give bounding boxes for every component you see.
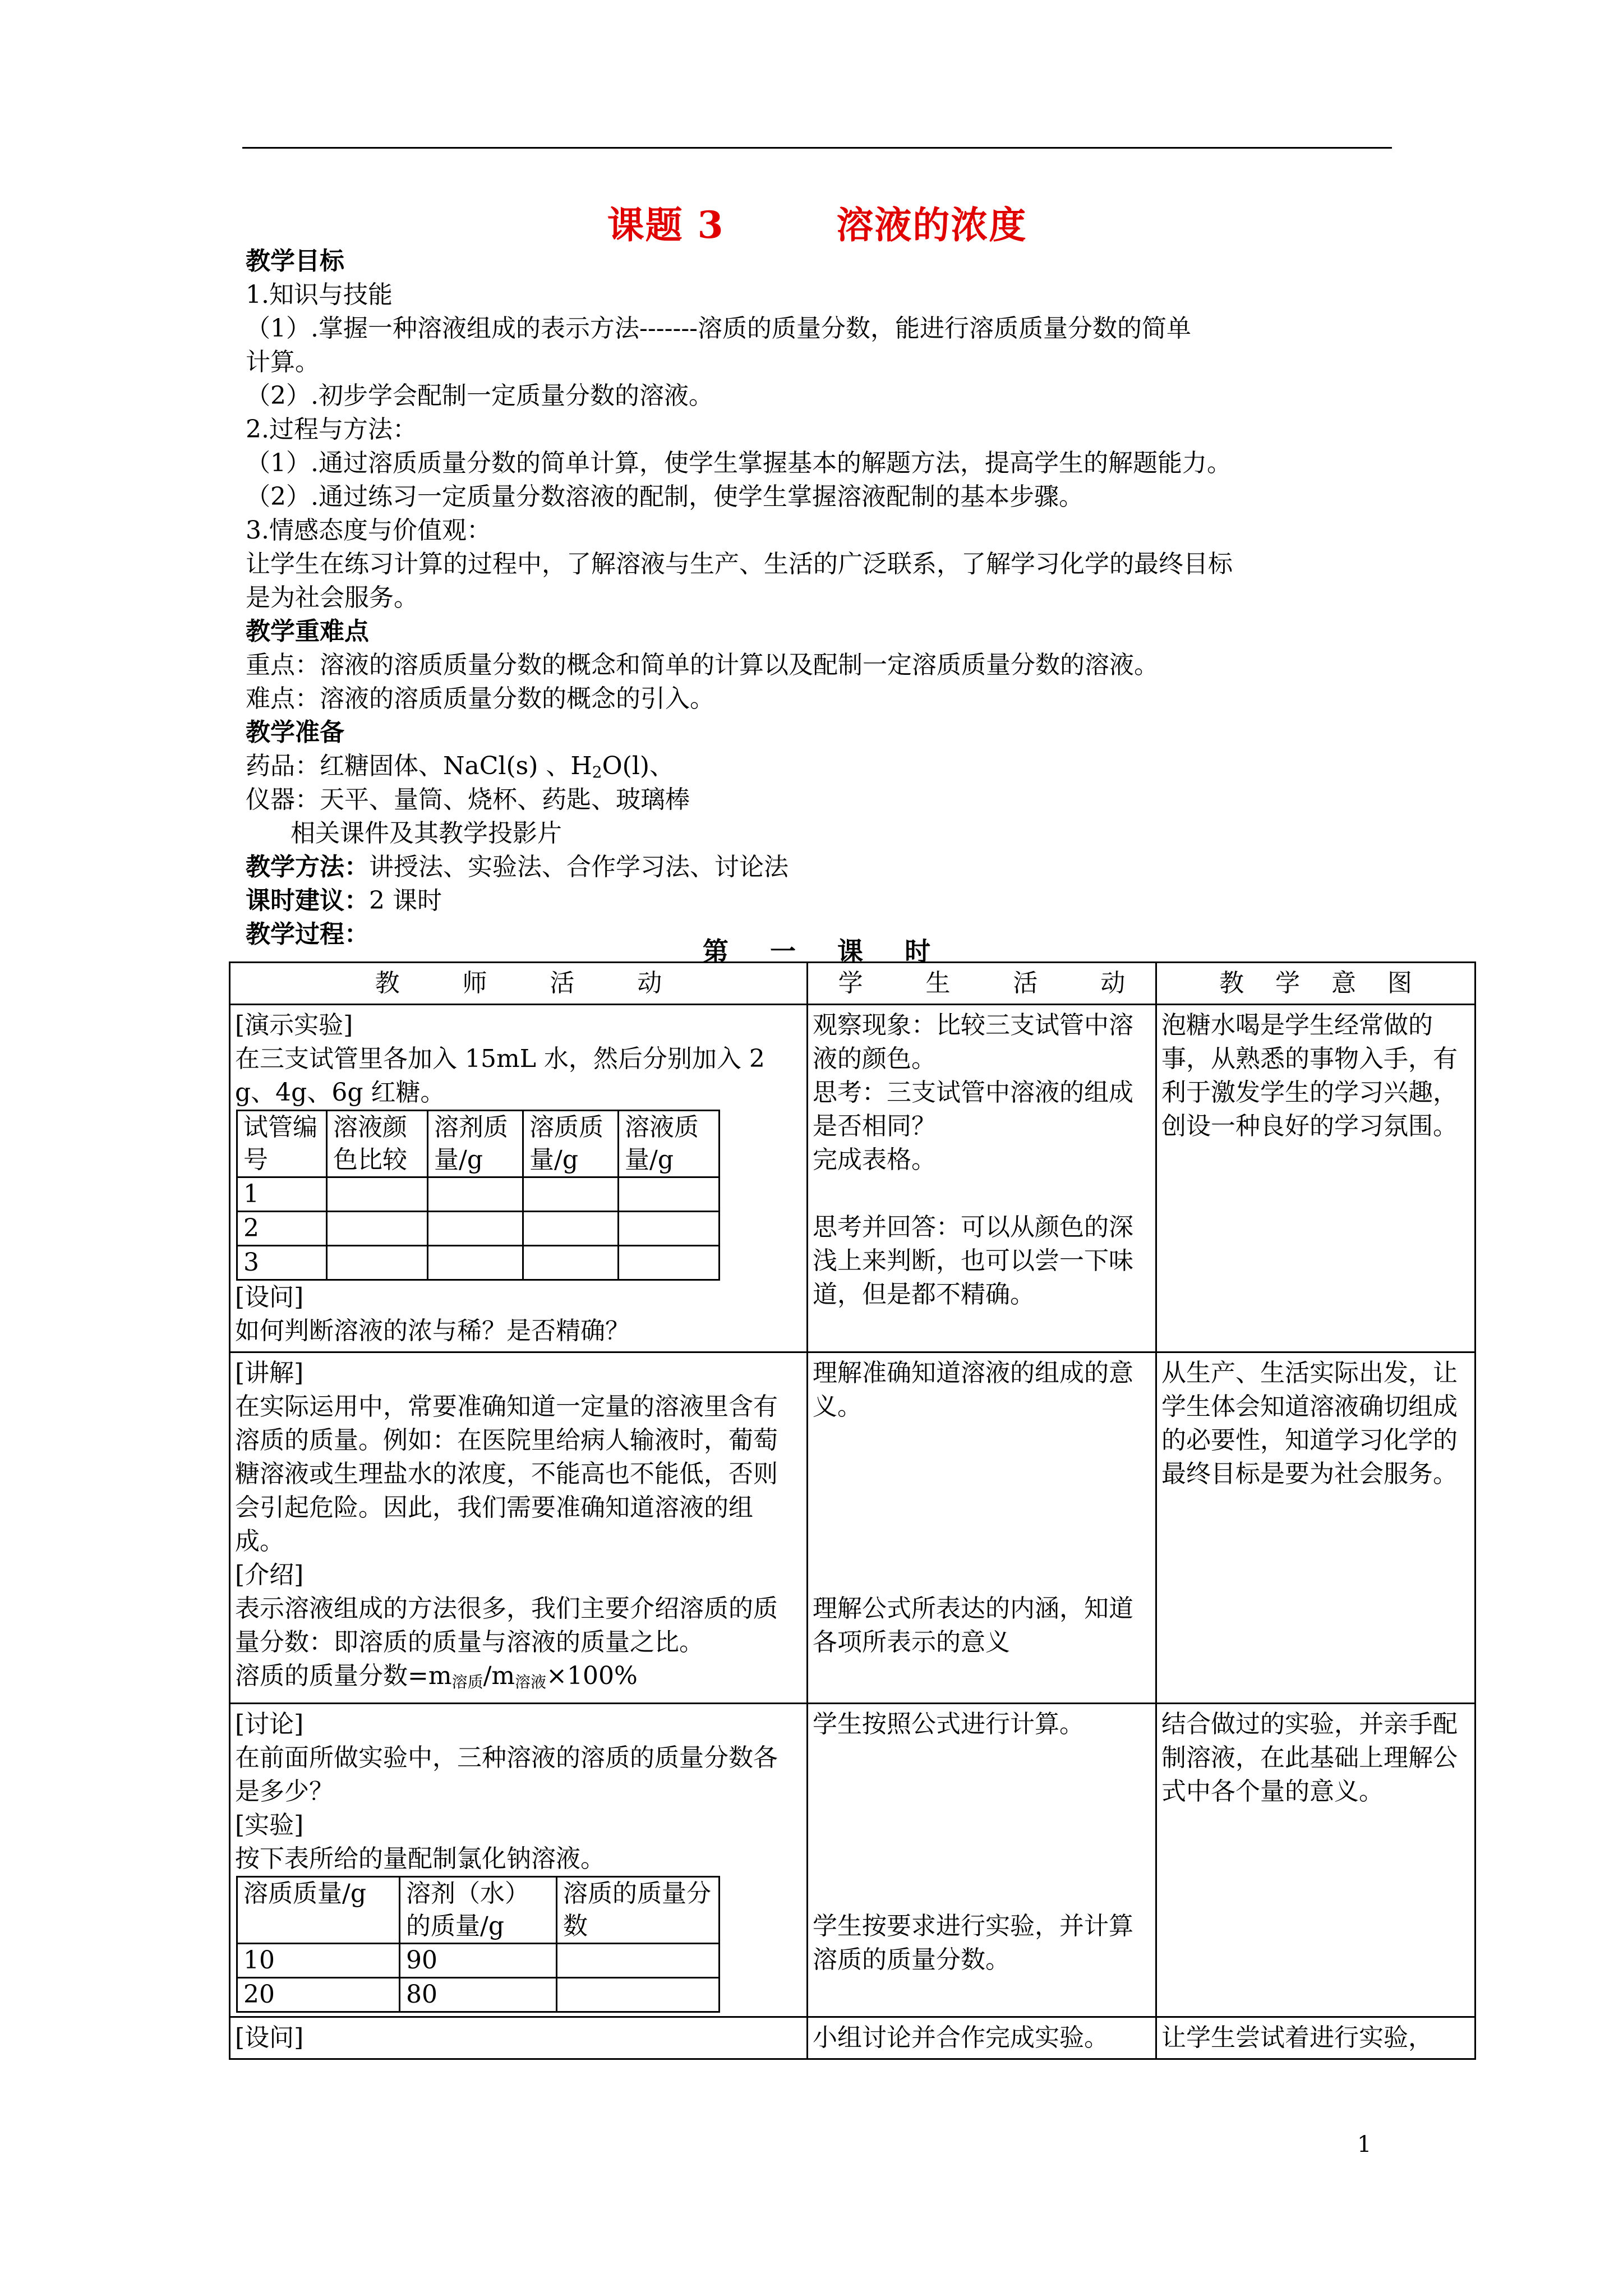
method-label: 教学方法： [246,853,369,881]
spacer [813,1842,1151,1876]
student-text: 观察现象：比较三支试管中溶液的颜色。 [813,1011,1133,1073]
sugar-cell: 2 [237,1212,327,1246]
process-heading: 教学过程： [246,920,369,949]
teacher-text: 在三支试管里各加入 15mL 水，然后分别加入 2g、4g、6g 红糖。 [235,1045,765,1107]
teacher-text: [演示实验] [235,1011,353,1039]
student-text: 完成表格。 [813,1145,936,1174]
teacher-text: 如何判断溶液的浓与稀？是否精确？ [235,1317,630,1345]
header-intent: 教 学 意 图 [1156,963,1476,1005]
spacer [813,1457,1151,1491]
table-row [230,1005,1476,1352]
student-cell [808,1704,1156,2017]
sugar-table-row [237,1177,720,1212]
nacl-cell: 80 [400,1978,557,2012]
intent-cell [1156,1352,1476,1704]
spacer [813,1491,1151,1525]
sugar-header-cell: 溶液质量/g [619,1111,720,1177]
intent-cell [1156,2017,1476,2059]
nacl-cell: 10 [237,1944,400,1978]
difficult-point: 难点：溶液的溶质质量分数的概念的引入。 [246,684,714,713]
intent-text: 从生产、生活实际出发，让学生体会知道溶液确切组成的必要性，知道学习化学的最终目标是要为社会服务。 [1161,1359,1458,1488]
nacl-header-cell: 溶质的质量分数 [557,1877,720,1944]
teacher-text: [讲解] [235,1359,304,1387]
table-row [230,2017,1476,2059]
goal-process-2: （2）.通过练习一定质量分数溶液的配制，使学生掌握溶液配制的基本步骤。 [246,482,1083,511]
spacer [813,1424,1151,1457]
intent-text: 结合做过的实验，并亲手配制溶液，在此基础上理解公式中各个量的意义。 [1161,1710,1458,1806]
spacer [813,1525,1151,1558]
key-point: 重点：溶液的溶质质量分数的概念和简单的计算以及配制一定溶质质量分数的溶液。 [246,651,1159,679]
student-cell [808,1352,1156,1704]
teacher-text: 表示溶液组成的方法很多，我们主要介绍溶质的质量分数：即溶质的质量与溶液的质量之比。 [235,1594,778,1657]
sugar-cell [523,1177,619,1212]
header-teacher: 教 师 活 动 [230,963,808,1005]
spacer [813,1775,1151,1809]
sugar-cell [327,1177,428,1212]
lesson-table [229,961,1476,2060]
teacher-text: [设问] [235,2023,304,2052]
teacher-text: 按下表所给的量配制氯化钠溶液。 [235,1844,605,1873]
goal-attitude: 3.情感态度与价值观： [246,516,491,545]
page-title: 课题 3 溶液的浓度 [607,203,1027,247]
student-cell [808,1005,1156,1352]
tools-line: 仪器：天平、量筒、烧杯、药匙、玻璃棒 [246,785,690,814]
intent-cell [1156,1704,1476,2017]
goal-attitude-1b: 是为社会服务。 [246,583,418,612]
table-row [230,1704,1476,2017]
goal-knowledge: 1.知识与技能 [246,280,393,309]
period-title: 第 一 课 时 [702,936,932,967]
courseware-line: 相关课件及其教学投影片 [291,819,562,848]
sugar-cell [327,1212,428,1246]
sugar-cell [327,1246,428,1280]
sugar-header-cell: 溶剂质量/g [428,1111,523,1177]
spacer [813,1558,1151,1592]
header-rule [242,147,1392,149]
preparation-heading: 教学准备 [246,718,344,747]
nacl-cell [557,1944,720,1978]
student-cell [808,2017,1156,2059]
nacl-header-cell: 溶质质量/g [237,1877,400,1944]
nacl-cell: 90 [400,1944,557,1978]
sugar-cell: 1 [237,1177,327,1212]
teacher-text: 在实际运用中，常要准确知道一定量的溶液里含有溶质的质量。例如：在医院里给病人输液时，葡萄糖溶液或生理盐水的浓度，不能高也不能低，否则会引起危险。因此，我们需要准确知道溶液的组成。 [235,1392,778,1556]
formula [235,1659,802,1699]
method-text: 讲授法、实验法、合作学习法、讨论法 [369,853,789,881]
drugs-subscript: 2 [592,763,602,781]
sugar-cell [619,1177,720,1212]
hours-label: 课时建议： [246,886,369,915]
goal-knowledge-2: （2）.初步学会配制一定质量分数的溶液。 [246,381,713,410]
goal-knowledge-1b: 计算。 [246,348,320,376]
teacher-cell [230,1704,808,2017]
student-text: 学生按要求进行实验，并计算溶质的质量分数。 [813,1912,1133,1974]
sugar-table-header [237,1111,720,1177]
goal-process-1: （1）.通过溶质质量分数的简单计算，使学生掌握基本的解题方法，提高学生的解题能力。 [246,449,1232,477]
formula-subscript: 溶液 [515,1673,547,1691]
drugs-text-end: O(l)、 [602,752,675,780]
student-text: 理解准确知道溶液的组成的意义。 [813,1359,1133,1421]
student-text: 小组讨论并合作完成实验。 [813,2023,1109,2052]
drugs-text: 药品：红糖固体、NaCl(s) 、H [246,752,592,780]
goal-knowledge-1a: （1）.掌握一种溶液组成的表示方法-------溶质的质量分数，能进行溶质质量分数的简单 [246,314,1192,343]
spacer [813,1876,1151,1910]
nacl-cell [557,1978,720,2012]
teacher-cell [230,1352,808,1704]
teacher-text: [设问] [235,1283,304,1312]
sugar-cell [523,1246,619,1280]
table-header-row [230,963,1476,1005]
sugar-cell [428,1246,523,1280]
sugar-cell [619,1212,720,1246]
table-row [230,1352,1476,1704]
sugar-cell: 3 [237,1246,327,1280]
intro-section [246,245,1423,951]
sugar-table-row [237,1246,720,1280]
difficulty-heading: 教学重难点 [246,617,369,646]
goal-attitude-1a: 让学生在练习计算的过程中，了解溶液与生产、生活的广泛联系，了解学习化学的最终目标 [246,550,1233,578]
nacl-cell: 20 [237,1978,400,2012]
student-text: 学生按照公式进行计算。 [813,1710,1084,1738]
sugar-cell [428,1177,523,1212]
method-line [246,850,1423,884]
nacl-table [236,1876,720,2013]
intent-text: 泡糖水喝是学生经常做的事，从熟悉的事物入手，有利于激发学生的学习兴趣，创设一种良好的学习氛围。 [1161,1011,1458,1140]
sugar-header-cell: 试管编号 [237,1111,327,1177]
spacer [813,1741,1151,1775]
sugar-cell [428,1212,523,1246]
nacl-header-cell: 溶剂（水）的质量/g [400,1877,557,1944]
spacer [813,1177,1151,1211]
teacher-cell [230,2017,808,2059]
teacher-cell [230,1005,808,1352]
sugar-header-cell: 溶液颜色比较 [327,1111,428,1177]
teacher-text: [介绍] [235,1561,304,1589]
formula-part: /m [483,1662,515,1690]
sugar-cell [523,1212,619,1246]
sugar-table [236,1110,720,1281]
teacher-text: [讨论] [235,1710,304,1738]
formula-part: 溶质的质量分数=m [235,1662,452,1690]
goal-process: 2.过程与方法： [246,415,417,444]
hours-line [246,884,1423,918]
drugs-line [246,749,1423,783]
sugar-table-row [237,1212,720,1246]
teacher-text: 在前面所做实验中，三种溶液的溶质的质量分数各是多少？ [235,1743,778,1806]
goal-heading: 教学目标 [246,247,344,275]
hours-text: 2 课时 [369,886,442,915]
nacl-table-row [237,1944,720,1978]
formula-part: ×100% [546,1662,638,1690]
formula-subscript: 溶质 [451,1673,483,1691]
intent-cell [1156,1005,1476,1352]
header-student: 学 生 活 动 [808,963,1156,1005]
intent-text: 让学生尝试着进行实验， [1161,2023,1433,2052]
sugar-cell [619,1246,720,1280]
spacer [813,1809,1151,1842]
student-text: 思考并回答：可以从颜色的深浅上来判断，也可以尝一下味道，但是都不精确。 [813,1213,1133,1309]
page-number: 1 [1357,2132,1372,2157]
student-text: 理解公式所表达的内涵，知道各项所表示的意义 [813,1594,1133,1657]
teacher-text: [实验] [235,1811,304,1839]
sugar-header-cell: 溶质质量/g [523,1111,619,1177]
nacl-table-row [237,1978,720,2012]
nacl-table-header [237,1877,720,1944]
student-text: 思考：三支试管中溶液的组成是否相同？ [813,1078,1133,1140]
